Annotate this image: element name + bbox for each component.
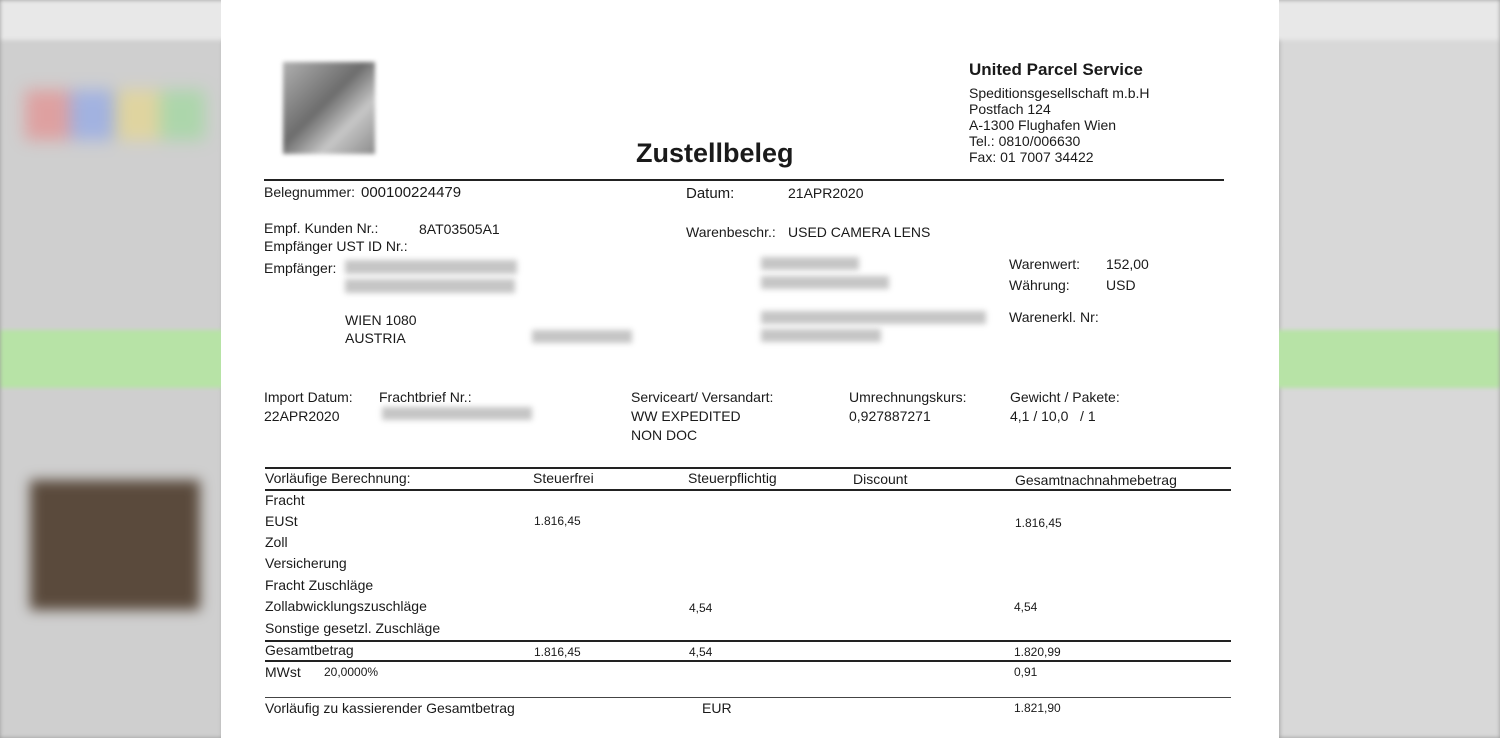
service-label: Serviceart/ Versandart: (631, 389, 774, 405)
redacted-sender-country (761, 329, 881, 342)
mwst-gesamt: 0,91 (1014, 665, 1038, 679)
service-value1: WW EXPEDITED (631, 408, 741, 424)
final-currency: EUR (702, 700, 732, 716)
redacted-waybill (382, 407, 532, 420)
ust-label: Empfänger UST ID Nr.: (264, 238, 408, 254)
gesamtbetrag-gesamt: 1.820,99 (1014, 645, 1061, 659)
redacted-recipient-street (345, 279, 515, 293)
header-rule (264, 179, 1224, 181)
table-header-steuerfrei: Steuerfrei (533, 470, 594, 486)
delivery-receipt-document (221, 0, 1279, 738)
final-label: Vorläufig zu kassierender Gesamtbetrag (265, 700, 515, 716)
table-header-gesamt: Gesamtnachnahmebetrag (1015, 472, 1177, 488)
row-zollabwicklung-steuerpflichtig: 4,54 (689, 601, 713, 615)
row-label-zollabwicklung: Zollabwicklungszuschläge (265, 598, 427, 614)
row-eust-steuerfrei: 1.816,45 (534, 514, 581, 528)
table-header-discount: Discount (853, 471, 908, 487)
redacted-sender-name (761, 257, 859, 270)
datum-label: Datum: (686, 185, 735, 202)
kunden-label: Empf. Kunden Nr.: (264, 220, 379, 236)
mwst-rule (265, 660, 1231, 662)
company-name: United Parcel Service (969, 60, 1143, 79)
row-label-eust: EUSt (265, 513, 298, 529)
warenbeschr-value: USED CAMERA LENS (788, 224, 931, 240)
mwst-rate: 20,0000% (324, 665, 379, 679)
gesamtbetrag-steuerpflichtig: 4,54 (689, 645, 713, 659)
kurs-value: 0,927887271 (849, 408, 931, 424)
document-title: Zustellbeleg (636, 138, 794, 168)
belegnummer-label: Belegnummer: (264, 184, 356, 200)
redacted-recipient-phone (532, 330, 632, 343)
empfaenger-city: WIEN 1080 (345, 312, 417, 328)
redacted-sender-street (761, 276, 889, 289)
empfaenger-label: Empfänger: (264, 260, 337, 276)
total-top-rule (265, 640, 1231, 642)
table-header-steuerpflichtig: Steuerpflichtig (688, 470, 777, 486)
gewicht-label: Gewicht / Pakete: (1010, 389, 1120, 405)
company-fax: Fax: 01 7007 34422 (969, 149, 1094, 165)
company-logo-pixelated (283, 62, 375, 154)
company-line3: A-1300 Flughafen Wien (969, 117, 1117, 133)
table-header-rule (265, 489, 1231, 491)
table-top-rule (265, 467, 1231, 469)
waehrung-label: Währung: (1009, 277, 1070, 293)
waehrung-value: USD (1106, 277, 1136, 293)
row-label-fracht-zuschlaege: Fracht Zuschläge (265, 577, 374, 593)
redacted-recipient-name (345, 260, 517, 274)
service-value2: NON DOC (631, 427, 698, 443)
kurs-label: Umrechnungskurs: (849, 389, 967, 405)
gesamtbetrag-steuerfrei: 1.816,45 (534, 645, 581, 659)
import-value: 22APR2020 (264, 408, 340, 424)
warenerkl-label: Warenerkl. Nr: (1009, 309, 1099, 325)
frachtbrief-label: Frachtbrief Nr.: (379, 389, 472, 405)
row-label-fracht: Fracht (265, 492, 305, 508)
warenbeschr-label: Warenbeschr.: (686, 224, 776, 240)
belegnummer-value: 000100224479 (361, 184, 462, 201)
row-label-sonstige: Sonstige gesetzl. Zuschläge (265, 620, 441, 636)
warenwert-label: Warenwert: (1009, 256, 1081, 272)
final-rule (265, 697, 1231, 698)
mwst-label: MWst (265, 664, 301, 680)
row-label-zoll: Zoll (265, 534, 288, 550)
row-eust-gesamt: 1.816,45 (1015, 516, 1062, 530)
warenwert-value: 152,00 (1106, 256, 1149, 272)
empfaenger-country: AUSTRIA (345, 330, 406, 346)
datum-value: 21APR2020 (788, 185, 864, 201)
redacted-sender-city (761, 311, 986, 324)
company-line1: Speditionsgesellschaft m.b.H (969, 85, 1150, 101)
row-label-versicherung: Versicherung (265, 555, 347, 571)
kunden-value: 8AT03505A1 (419, 221, 500, 237)
import-label: Import Datum: (264, 389, 353, 405)
company-tel: Tel.: 0810/006630 (969, 133, 1081, 149)
company-line2: Postfach 124 (969, 101, 1051, 117)
row-zollabwicklung-gesamt: 4,54 (1014, 600, 1038, 614)
gesamtbetrag-label: Gesamtbetrag (265, 642, 354, 658)
table-header-label: Vorläufige Berechnung: (265, 470, 411, 486)
gewicht-value: 4,1 / 10,0 / 1 (1010, 408, 1096, 424)
final-gesamt: 1.821,90 (1014, 701, 1061, 715)
